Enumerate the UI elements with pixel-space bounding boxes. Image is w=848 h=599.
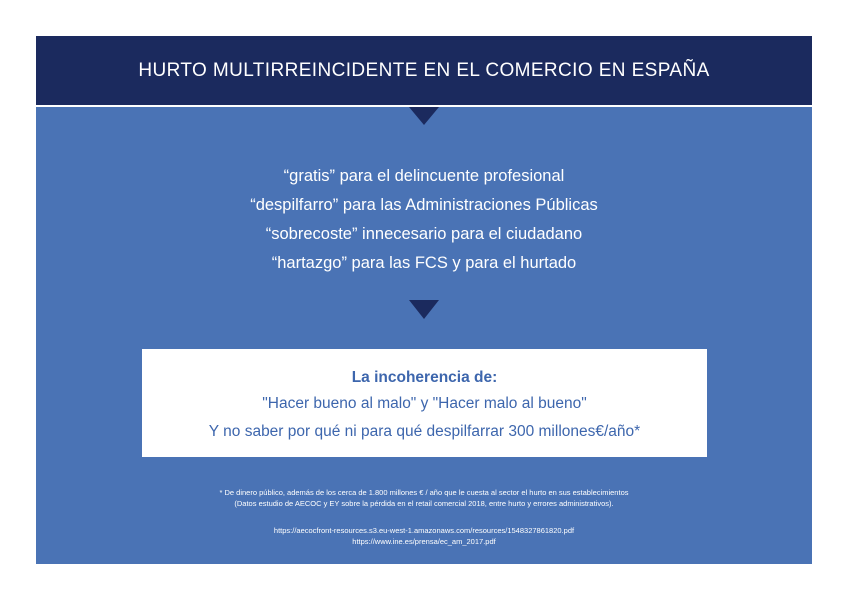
footnote-line-1: * De dinero público, además de los cerca de 1.800 millones € / año que le cuesta al sector el hurto en sus establecimientos bbox=[219, 488, 629, 497]
incoherence-title: La incoherencia de: bbox=[351, 369, 498, 386]
source-link-ine[interactable]: https://www.ine.es/prensa/ec_am_2017.pdf bbox=[352, 536, 496, 546]
footnote bbox=[36, 488, 812, 509]
statement-gratis: “gratis” para el delincuente profesional bbox=[283, 167, 565, 185]
header-pointer-arrow bbox=[409, 107, 439, 125]
page-title: HURTO MULTIRREINCIDENTE EN EL COMERCIO EN ESPAÑA bbox=[138, 59, 710, 81]
down-arrow-icon bbox=[409, 300, 439, 319]
statement-hartazgo: “hartazgo” para las FCS y para el hurtado bbox=[271, 254, 577, 272]
source-links bbox=[36, 526, 812, 547]
incoherence-line-2: Y no saber por qué ni para qué despilfarrar 300 millones€/año* bbox=[208, 423, 641, 440]
header-banner bbox=[36, 36, 812, 107]
statements-list bbox=[36, 162, 812, 278]
footnote-line-2: (Datos estudio de AECOC y EY sobre la pérdida en el retail comercial 2018, entre hurto y errores administrativos). bbox=[234, 498, 614, 508]
incoherence-line-1: "Hacer bueno al malo" y "Hacer malo al bueno" bbox=[262, 395, 587, 412]
incoherence-box bbox=[142, 349, 707, 457]
infographic-card bbox=[36, 36, 812, 564]
statement-sobrecoste: “sobrecoste” innecesario para el ciudadano bbox=[265, 225, 583, 243]
statement-despilfarro: “despilfarro” para las Administraciones Públicas bbox=[250, 196, 598, 214]
source-link-aecoc[interactable]: https://aecocfront-resources.s3.eu-west-1.amazonaws.com/resources/1548327861820.pdf bbox=[273, 526, 575, 535]
